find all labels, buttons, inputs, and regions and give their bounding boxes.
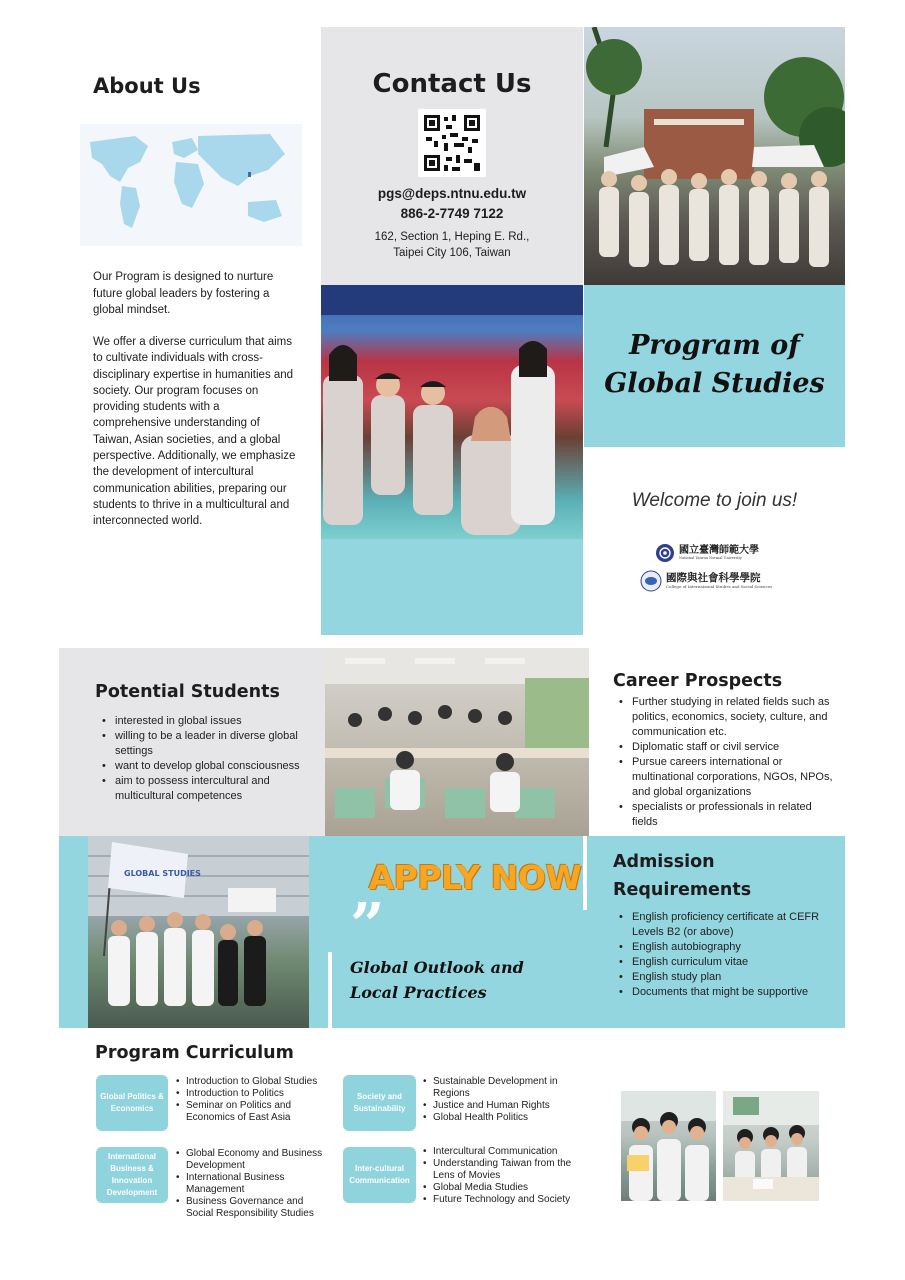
curriculum-list-global-politics: [174, 1076, 324, 1124]
photo-students-award: [621, 1091, 716, 1201]
curriculum-list-society-sustainability: [421, 1076, 581, 1124]
curriculum-list-international-business: [174, 1148, 324, 1220]
college-logo-text: 國際與社會科學學院: [666, 572, 761, 584]
contact-address-line-2: Taipei City 106, Taiwan: [393, 247, 511, 259]
career-prospects-list: [614, 695, 839, 830]
curriculum-category-society-sustainability: Society and Sustainability: [343, 1075, 416, 1131]
list-item: • Future Technology and Society: [421, 1194, 581, 1206]
list-item: • Global Media Studies: [421, 1182, 581, 1194]
slogan-line-1: Global Outlook and: [350, 958, 524, 977]
list-item: • Seminar on Politics and Economics of East Asia: [174, 1100, 324, 1124]
list-item: • Pursue careers international or multinational corporations, NGOs, NPOs, and global organizations: [614, 755, 839, 800]
list-item: • want to develop global consciousness: [97, 759, 302, 774]
photo-campus-group: [584, 27, 845, 285]
world-map-icon: [80, 124, 302, 246]
program-title-line-1: Program of: [629, 330, 800, 361]
ntnu-logo-english: National Taiwan Normal University: [679, 556, 742, 560]
list-item: • English study plan: [614, 970, 829, 985]
contact-email[interactable]: pgs@deps.ntnu.edu.tw: [377, 186, 527, 201]
qr-code[interactable]: [418, 109, 486, 177]
about-para-1: Our Program is designed to nurture future global leaders by fostering a global mindset.: [93, 271, 274, 316]
curriculum-list-intercultural: [421, 1146, 581, 1206]
list-item: • Global Economy and Business Development: [174, 1148, 324, 1172]
admission-list: [614, 910, 829, 1000]
potential-students-title: Potential Students: [95, 682, 280, 702]
potential-students-list: [97, 714, 302, 804]
college-seal-icon: [640, 570, 662, 592]
curriculum-category-global-politics: Global Politics & Economics: [96, 1075, 168, 1131]
list-item: • English proficiency certificate at CEFR Levels B2 (or above): [614, 910, 829, 940]
ntnu-logo[interactable]: [655, 542, 785, 564]
list-item: • English curriculum vitae: [614, 955, 829, 970]
college-logo[interactable]: [640, 568, 790, 594]
quote-mark: ”: [350, 891, 385, 961]
slogan-line-2: Local Practices: [350, 983, 487, 1002]
apply-now-title: APPLY NOW: [368, 858, 582, 897]
list-item: • specialists or professionals in related fields: [614, 800, 839, 830]
list-item: • Introduction to Politics: [174, 1088, 324, 1100]
admission-title-line-2: Requirements: [613, 880, 752, 900]
welcome-text: Welcome to join us!: [631, 490, 798, 511]
gym-photo-teal-strip: [321, 539, 583, 635]
divider-vertical-right: [583, 836, 587, 910]
list-item: • Understanding Taiwan from the Lens of Movies: [421, 1158, 581, 1182]
list-item: • Justice and Human Rights: [421, 1100, 581, 1112]
program-title-panel: [584, 285, 845, 447]
world-map-image: [80, 124, 302, 246]
flag-text: GLOBAL STUDIES: [124, 869, 201, 878]
ntnu-logo-text: 國立臺灣師範大學: [679, 545, 759, 556]
about-para-2: We offer a diverse curriculum that aims to cultivate individuals with cross-disciplinary expertise in humanities and society. Our program focuses on providing students with a comprehensive understanding of Taiwan, Asian societies, and a global perspective. Additionally, we emphasize the development of intercultural communication abilities, preparing our students to thrive in a multicultural and interconnected world.: [93, 336, 296, 528]
list-item: • English autobiography: [614, 940, 829, 955]
curriculum-category-international-business: International Business & Innovation Development: [96, 1147, 168, 1203]
ntnu-seal-icon: [655, 543, 675, 563]
program-title-line-2: Global Studies: [604, 368, 825, 399]
list-item: • Diplomatic staff or civil service: [614, 740, 839, 755]
qr-code-icon: [422, 113, 482, 173]
photo-gym-students: [321, 285, 583, 539]
list-item: • Documents that might be supportive: [614, 985, 829, 1000]
photo-flag-group: [88, 836, 309, 1028]
list-item: • Intercultural Communication: [421, 1146, 581, 1158]
photo-students-table: [723, 1091, 819, 1201]
contact-phone: 886-2-7749 7122: [400, 206, 504, 221]
list-item: • Introduction to Global Studies: [174, 1076, 324, 1088]
list-item: • Business Governance and Social Responsibility Studies: [174, 1196, 324, 1220]
divider-vertical-left: [328, 952, 332, 1028]
curriculum-category-intercultural: Inter-cultural Communication: [343, 1147, 416, 1203]
admission-title-line-1: Admission: [613, 852, 715, 872]
list-item: • aim to possess intercultural and multicultural competences: [97, 774, 302, 804]
photo-classroom: [325, 648, 589, 836]
list-item: • Further studying in related fields such as politics, economics, society, culture, and communication etc.: [614, 695, 839, 740]
list-item: • interested in global issues: [97, 714, 302, 729]
list-item: • Global Health Politics: [421, 1112, 581, 1124]
contact-address-line-1: 162, Section 1, Heping E. Rd.,: [374, 231, 530, 243]
list-item: • willing to be a leader in diverse global settings: [97, 729, 302, 759]
about-title: About Us: [93, 74, 201, 98]
contact-title: Contact Us: [372, 69, 532, 99]
list-item: • International Business Management: [174, 1172, 324, 1196]
curriculum-title: Program Curriculum: [95, 1043, 294, 1063]
career-prospects-title: Career Prospects: [613, 671, 783, 691]
list-item: • Sustainable Development in Regions: [421, 1076, 581, 1100]
college-logo-english: College of International Studies and Social Sciences: [666, 584, 773, 589]
